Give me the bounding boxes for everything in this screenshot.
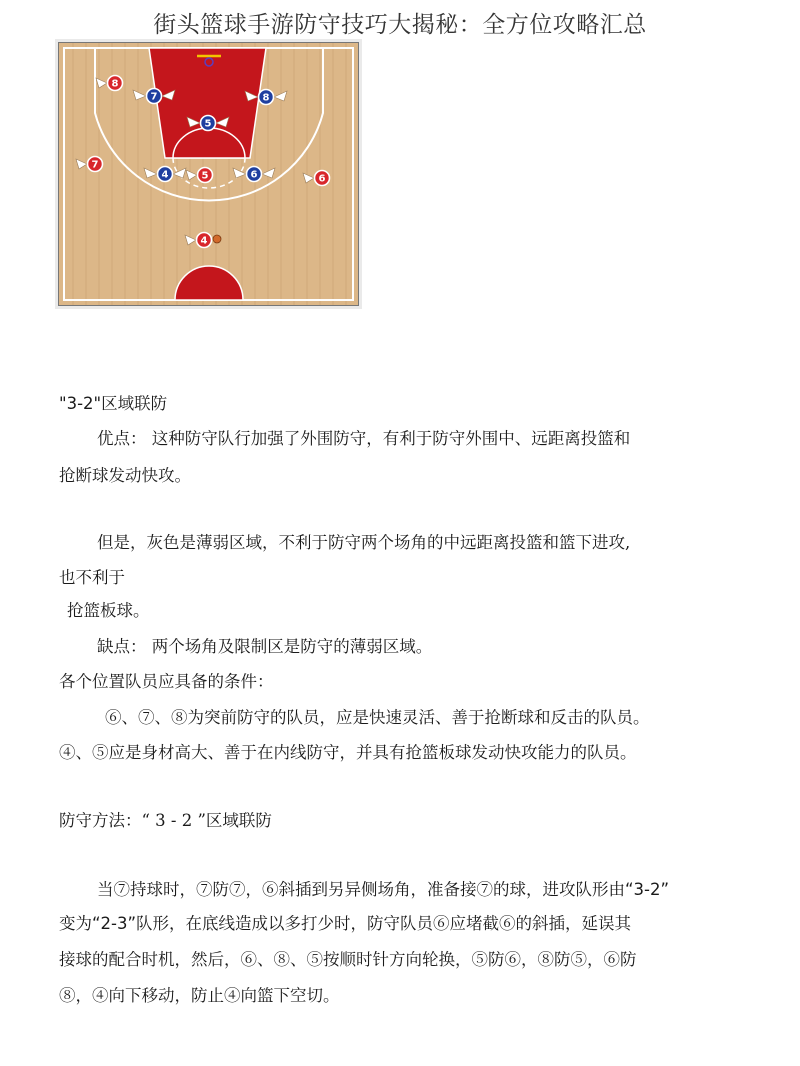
player-number: 7 — [91, 159, 99, 171]
player-number: 5 — [204, 118, 212, 130]
weakness-line-2: 也不利于 — [59, 568, 125, 587]
method-line-2 — [59, 914, 631, 934]
court-diagram — [59, 43, 358, 305]
method-line-4: ⑧，④向下移动，防止④向篮下空切。 — [59, 986, 340, 1005]
method-heading: 防守方法：“ 3 - 2 ”区域联防 — [59, 811, 272, 830]
method-line-2-formation: “2-3” — [92, 914, 137, 933]
player-number: 8 — [262, 92, 270, 104]
player-number: 7 — [150, 91, 158, 103]
player-number: 5 — [201, 170, 209, 182]
method-line-3: 接球的配合时机，然后，⑥、⑧、⑤按顺时针方向轮换，⑤防⑥，⑧防⑤，⑥防 — [59, 950, 637, 969]
player-number: 6 — [250, 169, 258, 181]
weakness-line-3: 抢篮板球。 — [67, 601, 150, 620]
zone-heading — [59, 394, 167, 414]
requirement-inside: ④、⑤应是身材高大、善于在内线防守，并具有抢篮板球发动快攻能力的队员。 — [59, 743, 637, 762]
requirements-heading: 各个位置队员应具备的条件： — [59, 672, 274, 691]
basketball-icon — [213, 235, 221, 243]
method-line-1-text: 当⑦持球时，⑦防⑦，⑥斜插到另异侧场角，准备接⑦的球，进攻队形由 — [97, 880, 625, 899]
zone-heading-quote: "3-2" — [59, 394, 102, 413]
method-line-1 — [97, 880, 669, 900]
advantage-line-1: 优点： 这种防守队行加强了外围防守，有利于防守外围中、远距离投篮和 — [97, 429, 631, 448]
player-number: 4 — [200, 235, 208, 247]
weakness-line-1: 但是，灰色是薄弱区域，不利于防守两个场角的中远距离投篮和篮下进攻, — [97, 533, 631, 552]
method-line-1-formation: “3-2” — [625, 880, 670, 899]
player-number: 6 — [318, 173, 326, 185]
advantage-line-2: 抢断球发动快攻。 — [59, 466, 191, 485]
player-number: 4 — [161, 169, 169, 181]
requirement-front: ⑥、⑦、⑧为突前防守的队员，应是快速灵活、善于抢断球和反击的队员。 — [105, 708, 650, 727]
method-line-2-c: 队形，在底线造成以多打少时，防守队员⑥应堵截⑥的斜插，延误其 — [136, 914, 632, 933]
page-title: 街头篮球手游防守技巧大揭秘：全方位攻略汇总 — [153, 12, 647, 38]
zone-heading-text: 区域联防 — [101, 394, 168, 413]
disadvantage-line: 缺点： 两个场角及限制区是防守的薄弱区域。 — [97, 637, 433, 656]
method-line-2-a: 变为 — [59, 914, 92, 933]
court-svg — [59, 43, 358, 305]
player-number: 8 — [111, 78, 119, 90]
